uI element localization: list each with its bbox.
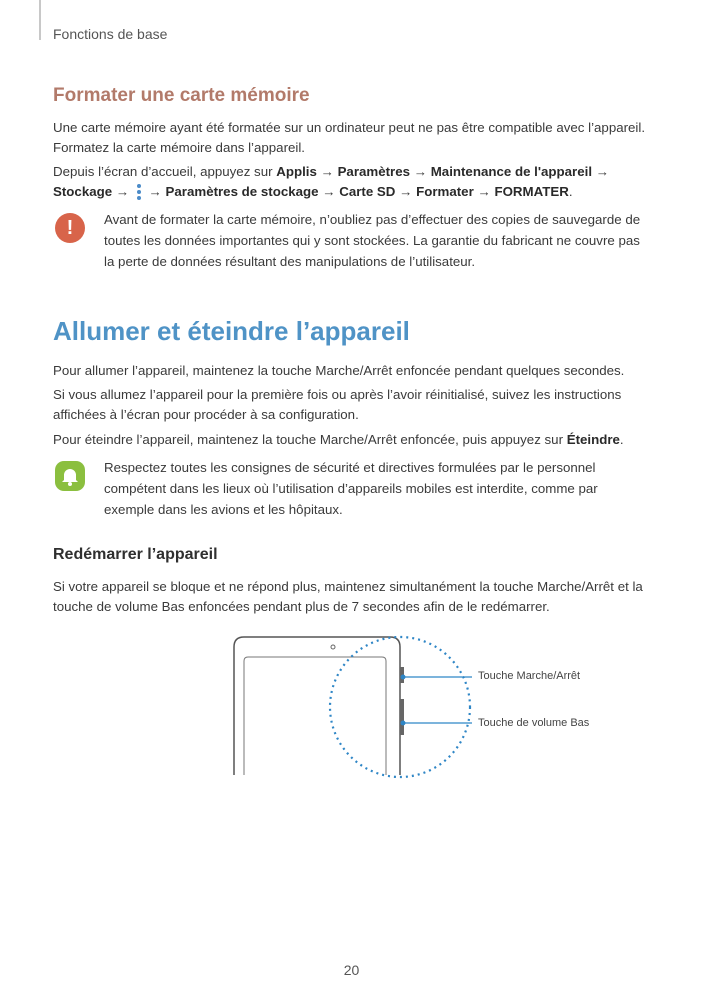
warning-line: la perte de données résultant des manipulations de l’utilisateur. (104, 254, 476, 269)
power-p3-prefix: Pour éteindre l’appareil, maintenez la touche Marche/Arrêt enfoncée, puis appuyez sur (53, 432, 567, 447)
callout-power-label: Touche Marche/Arrêt (478, 670, 581, 682)
section-header: Fonctions de base (53, 26, 168, 42)
step-applis: Applis (276, 164, 317, 179)
power-p3 (53, 430, 624, 450)
format-card-title: Formater une carte mémoire (53, 85, 310, 106)
step-formater-caps: FORMATER (494, 184, 569, 199)
tablet-illustration (220, 625, 620, 780)
volume-key (400, 699, 404, 735)
arrow: → (477, 184, 491, 199)
step-maintenance: Maintenance de l'appareil (430, 164, 593, 179)
restart-line2: touche de volume Bas enfoncées pendant plus de 7 secondes afin de le redémarrer. (53, 599, 550, 614)
warning-icon: ! (55, 213, 85, 243)
warning-line: toutes les données importantes qui y sont stockées. La garantie du fabricant ne couvre pas (104, 233, 640, 248)
arrow: → (413, 164, 428, 179)
callout-volume-label: Touche de volume Bas (478, 717, 590, 729)
step-carte-sd: Carte SD (339, 184, 396, 199)
note-icon (55, 461, 85, 491)
more-options-icon (136, 184, 142, 200)
format-path-line2 (53, 182, 573, 202)
restart-title: Redémarrer l’appareil (53, 546, 218, 563)
power-title: Allumer et éteindre l’appareil (53, 316, 410, 346)
power-p2-line2: affichées à l’écran pour procéder à sa configuration. (53, 407, 359, 422)
format-intro-line1: Une carte mémoire ayant été formatée sur un ordinateur peut ne pas être compatible avec l’appareil. (53, 120, 646, 135)
header-rule (39, 0, 41, 40)
step-parametres: Paramètres (337, 164, 411, 179)
note-line: exemple dans les avions et les hôpitaux. (104, 502, 343, 517)
format-warning-text (104, 209, 640, 272)
note-line: compétent dans les lieux où l’utilisation d’appareils mobiles est interdite, comme par (104, 481, 598, 496)
arrow: → (115, 184, 130, 199)
arrow: → (399, 184, 413, 199)
eteindre-label: Éteindre (566, 432, 620, 447)
page-number: 20 (343, 962, 360, 978)
step-stockage: Stockage (53, 184, 113, 199)
arrow: → (320, 164, 334, 179)
arrow: → (595, 164, 610, 179)
restart-line1: Si votre appareil se bloque et ne répond plus, maintenez simultanément la touche Marche/Arrêt et la (53, 579, 643, 594)
power-p2-line1: Si vous allumez l’appareil pour la première fois ou après l’avoir réinitialisé, suivez les instructions (53, 387, 622, 402)
note-line: Respectez toutes les consignes de sécurité et directives formulées par le personnel (104, 460, 596, 475)
power-note-text (104, 457, 598, 520)
camera-icon (331, 645, 335, 649)
path-prefix: Depuis l’écran d’accueil, appuyez sur (53, 164, 277, 179)
period: . (619, 432, 624, 447)
warning-line: Avant de formater la carte mémoire, n’oubliez pas d’effectuer des copies de sauvegarde de (104, 212, 641, 227)
period: . (568, 184, 573, 199)
step-param-stockage: Paramètres de stockage (165, 184, 319, 199)
format-path-line1 (53, 162, 609, 182)
arrow: → (148, 184, 162, 199)
arrow: → (322, 184, 336, 199)
power-p1: Pour allumer l’appareil, maintenez la touche Marche/Arrêt enfoncée pendant quelques secondes. (53, 363, 625, 378)
tablet-body (234, 637, 400, 775)
step-formater: Formater (416, 184, 474, 199)
format-intro-line2: Formatez la carte mémoire dans l’appareil. (53, 140, 306, 155)
tablet-screen (244, 657, 386, 775)
